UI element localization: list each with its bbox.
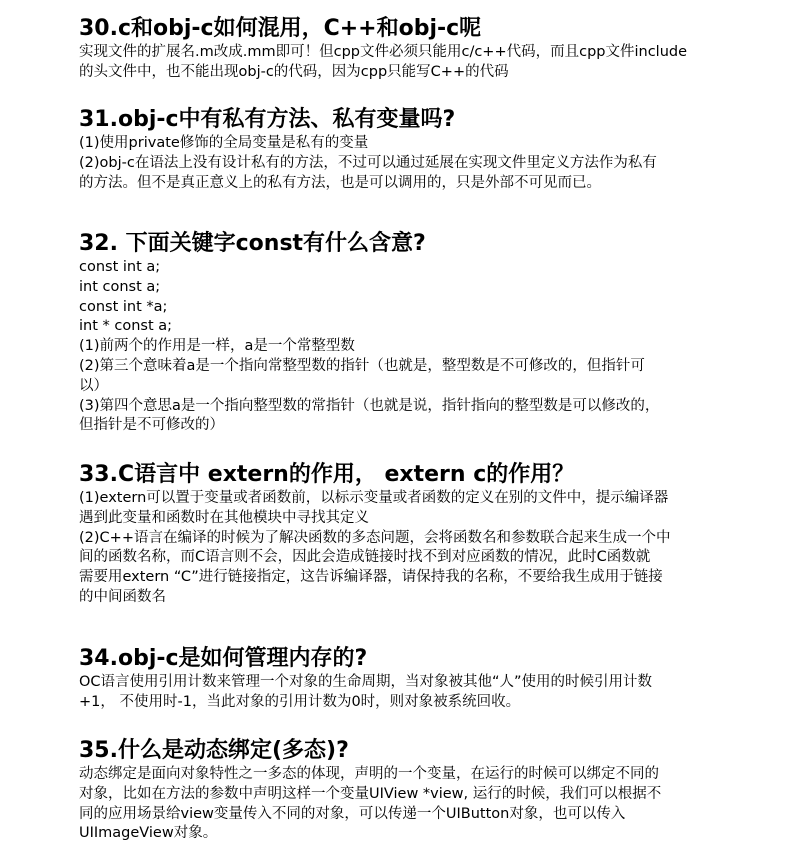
body-line: 的方法。但不是真正意义上的私有方法，也是可以调用的，只是外部不可见而已。: [79, 174, 601, 191]
body-line: 遇到此变量和函数时在其他模块中寻找其定义: [79, 509, 369, 526]
section-heading: 32. 下面关键字const有什么含意?: [79, 231, 426, 256]
body-line: (2)obj-c在语法上没有设计私有的方法，不过可以通过延展在实现文件里定义方法作为私有: [79, 154, 657, 171]
body-line: UIImageView对象。: [79, 825, 218, 842]
code-line: int const a;: [79, 278, 161, 295]
section-32: [79, 230, 779, 436]
section-34: [79, 645, 779, 713]
body-line: 但指针是不可修改的）: [79, 417, 224, 434]
body-line: 的中间函数名: [79, 588, 166, 605]
body-line: 以）: [79, 377, 108, 394]
body-line: OC语言使用引用计数来管理一个对象的生命周期，当对象被其他“人”使用的时候引用计数: [79, 674, 653, 690]
body-line: 间的函数名称，而C语言则不会，因此会造成链接时找不到对应函数的情况，此时C函数就: [79, 549, 651, 566]
section-35: [79, 737, 779, 844]
body-line: (1)extern可以置于变量或者函数前，以标示变量或者函数的定义在别的文件中，提示编译器: [79, 490, 669, 506]
section-33: [79, 461, 779, 608]
body-line: 的头文件中，也不能出现obj-c的代码，因为cpp只能写C++的代码: [79, 63, 509, 80]
body-line: +1， 不使用时-1，当此对象的引用计数为0时，则对象被系统回收。: [79, 693, 521, 710]
section-30: [79, 15, 779, 83]
code-line: const int a;: [79, 259, 161, 275]
section-heading: 31.obj-c中有私有方法、私有变量吗?: [79, 107, 456, 132]
section-heading: 33.C语言中 extern的作用， extern c的作用？: [79, 462, 575, 487]
body-line: 实现文件的扩展名.m改成.mm即可！但cpp文件必须只能用c/c++代码，而且cpp文件include: [79, 44, 688, 60]
body-line: 同的应用场景给view变量传入不同的对象，可以传递一个UIButton对象，也可以传入: [79, 805, 626, 822]
section-heading: 34.obj-c是如何管理内存的?: [79, 646, 368, 671]
body-line: 对象，比如在方法的参数中声明这样一个变量UIView *view, 运行的时候，我们可以根据不: [79, 785, 662, 802]
body-line: 需要用extern “C”进行链接指定，这告诉编译器，请保持我的名称，不要给我生成用于链接: [79, 569, 663, 586]
body-line: 动态绑定是面向对象特性之一多态的体现，声明的一个变量，在运行的时候可以绑定不同的: [79, 766, 659, 782]
body-line: (3)第四个意思a是一个指向整型数的常指针（也就是说，指针指向的整型数是可以修改的，: [79, 397, 660, 414]
section-31: [79, 106, 779, 193]
body-line: (1)前两个的作用是一样，a是一个常整型数: [79, 338, 355, 355]
code-line: int * const a;: [79, 318, 173, 335]
body-line: (2)第三个意味着a是一个指向常整型数的指针（也就是，整型数是不可修改的，但指针可: [79, 357, 645, 374]
code-line: const int *a;: [79, 298, 168, 315]
body-line: (2)C++语言在编译的时候为了解决函数的多态问题，会将函数名和参数联合起来生成一个中: [79, 529, 671, 546]
section-heading: 35.什么是动态绑定(多态)?: [79, 738, 349, 763]
section-heading: 30.c和obj-c如何混用，C++和obj-c呢: [79, 16, 482, 41]
body-line: (1)使用private修饰的全局变量是私有的变量: [79, 135, 369, 151]
